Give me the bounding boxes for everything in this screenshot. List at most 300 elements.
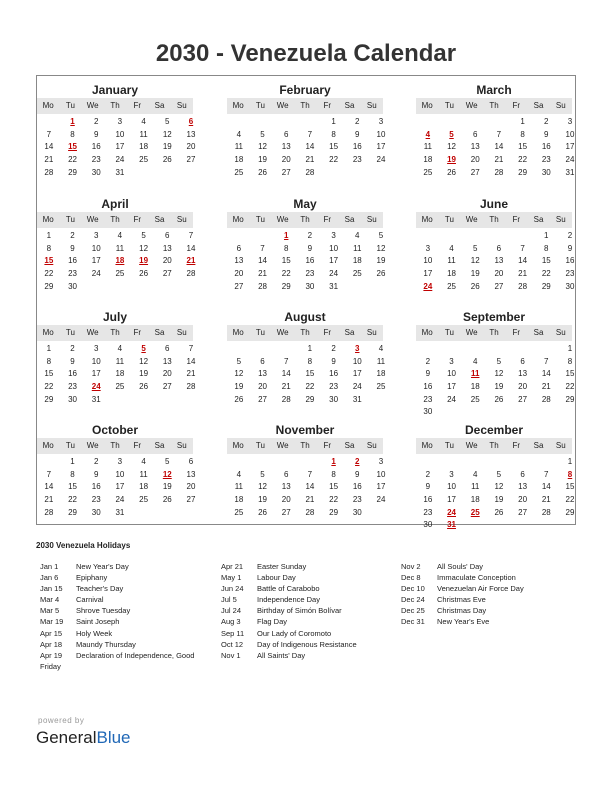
- day-cell: 27: [234, 281, 244, 291]
- weekday-label: Sa: [344, 101, 355, 110]
- day-cell: 21: [541, 382, 551, 392]
- day-cell: 27: [470, 167, 480, 177]
- day-cell: 7: [188, 344, 194, 353]
- day-cell: 8: [46, 356, 52, 366]
- day-cell: 26: [234, 394, 244, 404]
- empty-cell: [463, 456, 487, 469]
- day-cell: 19: [258, 155, 267, 165]
- day-cell: 18: [234, 155, 244, 165]
- day-cell: 25: [447, 281, 456, 291]
- day-cell: 25: [423, 167, 433, 177]
- holiday-row: [40, 650, 220, 661]
- holiday-row: [40, 628, 220, 639]
- day-cell: 26: [162, 495, 172, 505]
- weekday-header: [416, 438, 572, 454]
- day-cell: 17: [91, 369, 101, 379]
- weekday-label: Tu: [255, 328, 265, 337]
- month-name: December: [464, 423, 524, 437]
- day-cell: 26: [258, 507, 267, 517]
- day-cell: 15: [541, 256, 551, 266]
- day-cell: 27: [518, 394, 528, 404]
- day-cell: 16: [565, 256, 575, 266]
- day-cell: 30: [423, 520, 433, 530]
- empty-cell: [487, 343, 511, 356]
- empty-cell: [274, 116, 298, 129]
- day-cell: 16: [423, 382, 433, 392]
- empty-cell: [251, 230, 275, 243]
- weekday-header: [416, 325, 572, 341]
- day-cell: 1: [520, 117, 525, 126]
- day-cell: 14: [44, 142, 54, 152]
- holiday-day-cell: 1: [283, 231, 289, 240]
- holiday-day-cell: 18: [115, 256, 125, 266]
- empty-cell: [227, 116, 251, 129]
- holiday-row: [221, 616, 401, 627]
- day-cell: 6: [472, 129, 478, 139]
- weekday-label: Tu: [444, 328, 454, 337]
- day-cell: 7: [544, 469, 549, 479]
- month-name: February: [279, 83, 331, 97]
- day-cell: 9: [425, 482, 431, 492]
- day-cell: 29: [68, 167, 77, 177]
- holiday-day-cell: 24: [91, 382, 101, 392]
- weekday-label: Th: [300, 215, 310, 224]
- day-cell: 16: [91, 482, 101, 492]
- holiday-row: [401, 572, 581, 583]
- day-cell: 25: [470, 394, 480, 404]
- day-cell: 25: [376, 382, 386, 392]
- empty-cell: [463, 343, 487, 356]
- day-cell: 24: [91, 269, 101, 279]
- weekday-label: Su: [555, 101, 566, 110]
- day-cell: 4: [472, 469, 478, 479]
- day-cell: 18: [234, 495, 244, 505]
- day-cell: 17: [447, 382, 456, 392]
- empty-cell: [274, 343, 298, 356]
- day-cell: 3: [93, 344, 99, 353]
- day-cell: 17: [376, 482, 386, 492]
- weekday-label: Fr: [133, 441, 142, 450]
- weekday-label: Tu: [65, 441, 75, 450]
- brand-part-1: General: [36, 728, 97, 747]
- holiday-date: Dec 10: [401, 584, 425, 594]
- month-name: October: [91, 423, 138, 437]
- day-cell: 24: [376, 495, 386, 505]
- day-cell: 18: [115, 369, 125, 379]
- day-cell: 3: [449, 356, 454, 366]
- day-cell: 21: [186, 369, 196, 379]
- day-cell: 12: [139, 356, 149, 366]
- day-cell: 9: [70, 243, 75, 253]
- day-cell: 22: [44, 269, 54, 279]
- day-cell: 13: [281, 142, 291, 152]
- weekday-label: Fr: [512, 101, 521, 110]
- day-cell: 23: [91, 495, 101, 505]
- day-cell: 12: [139, 243, 149, 253]
- day-cell: 18: [470, 382, 480, 392]
- day-cell: 18: [376, 369, 386, 379]
- weekday-header: [227, 212, 383, 228]
- day-cell: 24: [565, 155, 575, 165]
- holiday-row: [221, 650, 401, 661]
- weekday-header: [37, 212, 193, 228]
- day-cell: 8: [283, 243, 289, 253]
- day-cell: 12: [447, 142, 456, 152]
- day-cell: 18: [139, 482, 149, 492]
- day-cell: 28: [494, 167, 504, 177]
- weekday-label: Sa: [154, 441, 165, 450]
- day-cell: 3: [93, 231, 99, 240]
- day-cell: 6: [260, 356, 265, 366]
- weekday-label: Su: [366, 441, 377, 450]
- day-cell: 20: [470, 155, 480, 165]
- day-cell: 20: [258, 382, 267, 392]
- day-cell: 12: [234, 369, 244, 379]
- holiday-name: Battle of Carabobo: [257, 584, 320, 594]
- day-cell: 15: [518, 142, 528, 152]
- empty-cell: [440, 456, 464, 469]
- weekday-label: We: [465, 215, 478, 224]
- day-cell: 13: [186, 129, 196, 139]
- day-cell: 11: [115, 243, 125, 253]
- day-cell: 11: [353, 243, 362, 253]
- day-cell: 9: [331, 356, 336, 366]
- day-grid: [37, 343, 196, 406]
- weekday-label: Sa: [533, 101, 544, 110]
- weekday-label: Th: [489, 215, 499, 224]
- weekday-label: Mo: [42, 215, 54, 224]
- weekday-label: Mo: [232, 215, 244, 224]
- day-cell: 1: [307, 344, 313, 353]
- day-cell: 30: [305, 281, 315, 291]
- holiday-date: Jul 5: [221, 595, 237, 605]
- weekday-label: We: [465, 441, 478, 450]
- day-cell: 17: [565, 142, 575, 152]
- day-cell: 29: [68, 507, 77, 517]
- weekday-label: Tu: [444, 101, 454, 110]
- day-cell: 19: [162, 142, 172, 152]
- holiday-date: Jan 1: [40, 562, 59, 571]
- weekday-label: Tu: [65, 215, 75, 224]
- day-cell: 6: [236, 243, 242, 253]
- day-cell: 24: [447, 394, 456, 404]
- day-cell: 5: [472, 243, 478, 253]
- day-cell: 10: [376, 469, 386, 479]
- day-cell: 26: [494, 507, 504, 517]
- holiday-row: [40, 639, 220, 650]
- day-cell: 2: [567, 231, 573, 240]
- day-cell: 2: [544, 117, 549, 126]
- day-cell: 23: [91, 155, 101, 165]
- day-cell: 28: [305, 507, 315, 517]
- weekday-label: We: [465, 101, 478, 110]
- holidays-title: 2030 Venezuela Holidays: [36, 541, 131, 550]
- brand-part-2: Blue: [96, 728, 131, 747]
- holiday-date: Mar 4: [40, 595, 60, 605]
- day-cell: 28: [186, 382, 196, 392]
- day-cell: 2: [307, 231, 313, 240]
- holiday-name: Immaculate Conception: [437, 573, 516, 583]
- day-cell: 23: [329, 382, 339, 392]
- day-cell: 29: [44, 281, 54, 291]
- day-cell: 7: [520, 243, 525, 253]
- day-cell: 19: [139, 369, 149, 379]
- day-cell: 6: [520, 469, 525, 479]
- holiday-name: Birthday of Simón Bolívar: [257, 606, 342, 616]
- weekday-label: Su: [176, 441, 187, 450]
- day-cell: 4: [141, 117, 146, 126]
- empty-cell: [463, 230, 487, 243]
- holiday-row: [221, 628, 401, 639]
- day-cell: 27: [258, 394, 267, 404]
- day-cell: 20: [494, 269, 504, 279]
- month-august: [227, 309, 386, 406]
- month-july: [37, 309, 196, 406]
- day-cell: 28: [44, 507, 54, 517]
- day-cell: 13: [186, 469, 196, 479]
- day-cell: 7: [544, 356, 549, 366]
- holiday-date: Apr 15: [40, 628, 63, 638]
- weekday-label: Tu: [444, 215, 454, 224]
- holiday-name: Declaration of Independence, Good: [76, 650, 195, 660]
- day-cell: 11: [423, 142, 432, 152]
- day-cell: 22: [68, 155, 77, 165]
- day-grid: [37, 456, 196, 519]
- day-cell: 1: [46, 231, 52, 240]
- day-cell: 29: [565, 507, 575, 517]
- weekday-label: Su: [176, 328, 187, 337]
- day-cell: 11: [234, 142, 243, 152]
- day-cell: 22: [44, 382, 54, 392]
- day-cell: 11: [447, 256, 456, 266]
- weekday-label: Sa: [344, 215, 355, 224]
- holiday-row: [40, 594, 220, 605]
- day-cell: 17: [329, 256, 339, 266]
- day-grid: [416, 456, 575, 532]
- day-cell: 16: [352, 482, 362, 492]
- day-cell: 2: [93, 117, 99, 126]
- day-cell: 22: [329, 155, 339, 165]
- holiday-name: Holy Week: [76, 628, 113, 638]
- day-cell: 9: [544, 129, 549, 139]
- holiday-name: Epiphany: [76, 573, 108, 583]
- day-cell: 3: [425, 243, 431, 253]
- day-cell: 4: [449, 243, 454, 253]
- day-cell: 23: [68, 382, 77, 392]
- day-cell: 11: [115, 356, 125, 366]
- day-cell: 29: [44, 394, 54, 404]
- day-cell: 10: [376, 129, 386, 139]
- day-cell: 10: [352, 356, 362, 366]
- day-cell: 31: [565, 167, 575, 177]
- day-cell: 18: [423, 155, 433, 165]
- holiday-name: New Year's Eve: [437, 617, 490, 627]
- weekday-label: We: [86, 215, 99, 224]
- day-cell: 6: [188, 457, 194, 466]
- day-cell: 30: [565, 281, 575, 291]
- day-cell: 4: [236, 129, 242, 139]
- day-cell: 30: [91, 167, 101, 177]
- day-cell: 22: [541, 269, 551, 279]
- day-grid: [227, 456, 386, 519]
- day-cell: 11: [139, 129, 148, 139]
- holiday-date: Nov 2: [401, 562, 421, 571]
- day-cell: 14: [186, 243, 196, 253]
- day-cell: 21: [494, 155, 504, 165]
- weekday-label: Mo: [42, 441, 54, 450]
- weekday-label: Fr: [133, 328, 142, 337]
- weekday-label: Th: [110, 215, 120, 224]
- weekday-label: We: [276, 101, 289, 110]
- day-cell: 8: [331, 129, 336, 139]
- day-cell: 22: [281, 269, 291, 279]
- day-cell: 1: [70, 457, 75, 466]
- day-cell: 26: [447, 167, 456, 177]
- day-cell: 20: [281, 155, 291, 165]
- day-cell: 16: [352, 142, 362, 152]
- day-cell: 28: [186, 269, 196, 279]
- empty-cell: [463, 116, 487, 129]
- empty-cell: [227, 343, 251, 356]
- day-cell: 7: [307, 469, 313, 479]
- day-cell: 13: [494, 256, 504, 266]
- weekday-label: We: [86, 328, 99, 337]
- day-cell: 13: [234, 256, 244, 266]
- day-cell: 28: [305, 167, 315, 177]
- weekday-label: Mo: [421, 328, 433, 337]
- day-cell: 16: [68, 369, 77, 379]
- day-cell: 26: [494, 394, 504, 404]
- month-name: May: [293, 197, 317, 211]
- day-cell: 22: [565, 382, 575, 392]
- day-cell: 7: [188, 231, 194, 240]
- weekday-label: Fr: [512, 328, 521, 337]
- day-cell: 27: [281, 507, 291, 517]
- day-cell: 23: [352, 155, 362, 165]
- day-cell: 11: [376, 356, 386, 366]
- holiday-date: Jan 15: [40, 584, 63, 594]
- day-cell: 15: [68, 482, 77, 492]
- day-cell: 31: [329, 281, 339, 291]
- holiday-day-cell: 8: [567, 469, 573, 479]
- day-cell: 27: [186, 495, 196, 505]
- day-cell: 10: [447, 369, 456, 379]
- day-cell: 5: [260, 469, 265, 479]
- day-cell: 31: [115, 167, 125, 177]
- day-cell: 31: [91, 394, 101, 404]
- weekday-header: [37, 98, 193, 114]
- weekday-header: [227, 325, 383, 341]
- day-cell: 14: [281, 369, 291, 379]
- day-cell: 23: [68, 269, 77, 279]
- day-cell: 5: [496, 469, 502, 479]
- day-cell: 10: [115, 469, 125, 479]
- day-cell: 23: [565, 269, 575, 279]
- weekday-label: We: [86, 101, 99, 110]
- day-cell: 8: [331, 469, 336, 479]
- holiday-date: Dec 24: [401, 595, 425, 605]
- weekday-label: Th: [489, 328, 499, 337]
- day-cell: 20: [186, 482, 196, 492]
- weekday-label: We: [276, 441, 289, 450]
- day-cell: 29: [305, 394, 315, 404]
- day-cell: 10: [447, 482, 456, 492]
- day-cell: 15: [329, 482, 339, 492]
- day-cell: 4: [472, 356, 478, 366]
- weekday-label: Th: [300, 328, 310, 337]
- holiday-day-cell: 5: [449, 129, 454, 139]
- powered-by-text: powered by: [38, 716, 85, 725]
- day-cell: 25: [234, 167, 244, 177]
- day-cell: 9: [355, 469, 360, 479]
- day-cell: 14: [186, 356, 196, 366]
- holiday-day-cell: 31: [447, 520, 456, 530]
- holiday-date: Nov 1: [221, 650, 241, 660]
- day-cell: 4: [378, 344, 384, 353]
- weekday-label: Fr: [323, 101, 332, 110]
- day-cell: 30: [423, 407, 433, 417]
- day-cell: 12: [258, 142, 267, 152]
- day-cell: 4: [355, 231, 360, 240]
- day-cell: 21: [281, 382, 291, 392]
- weekday-label: Mo: [232, 441, 244, 450]
- holiday-row: [401, 605, 581, 616]
- day-grid: [416, 343, 575, 419]
- day-cell: 30: [91, 507, 101, 517]
- holiday-name: Christmas Eve: [437, 595, 486, 605]
- weekday-label: Fr: [323, 328, 332, 337]
- day-cell: 21: [258, 269, 267, 279]
- day-cell: 3: [117, 117, 123, 126]
- day-cell: 20: [186, 142, 196, 152]
- day-cell: 15: [565, 369, 575, 379]
- day-cell: 13: [281, 482, 291, 492]
- day-cell: 10: [115, 129, 125, 139]
- holiday-day-cell: 4: [425, 129, 431, 139]
- day-cell: 25: [115, 382, 125, 392]
- holiday-row: [40, 561, 220, 572]
- holiday-row: [401, 561, 581, 572]
- weekday-label: Th: [110, 441, 120, 450]
- day-cell: 15: [329, 142, 339, 152]
- month-january: [37, 82, 196, 179]
- day-cell: 28: [541, 507, 551, 517]
- day-cell: 21: [44, 495, 54, 505]
- weekday-label: Th: [489, 441, 499, 450]
- weekday-header: [416, 98, 572, 114]
- day-cell: 10: [91, 243, 101, 253]
- holiday-day-cell: 1: [331, 457, 336, 466]
- day-cell: 13: [518, 369, 528, 379]
- day-cell: 1: [567, 344, 573, 353]
- day-cell: 24: [329, 269, 339, 279]
- day-cell: 10: [329, 243, 339, 253]
- empty-cell: [298, 456, 322, 469]
- day-cell: 13: [162, 356, 172, 366]
- weekday-label: We: [86, 441, 99, 450]
- day-cell: 5: [141, 231, 146, 240]
- weekday-label: Th: [489, 101, 499, 110]
- empty-cell: [440, 116, 464, 129]
- day-cell: 14: [44, 482, 54, 492]
- day-cell: 15: [305, 369, 315, 379]
- weekday-label: Tu: [255, 215, 265, 224]
- weekday-header: [37, 325, 193, 341]
- holiday-name: Saint Joseph: [76, 617, 120, 627]
- day-cell: 28: [258, 281, 267, 291]
- empty-cell: [440, 230, 464, 243]
- month-name: March: [476, 83, 512, 97]
